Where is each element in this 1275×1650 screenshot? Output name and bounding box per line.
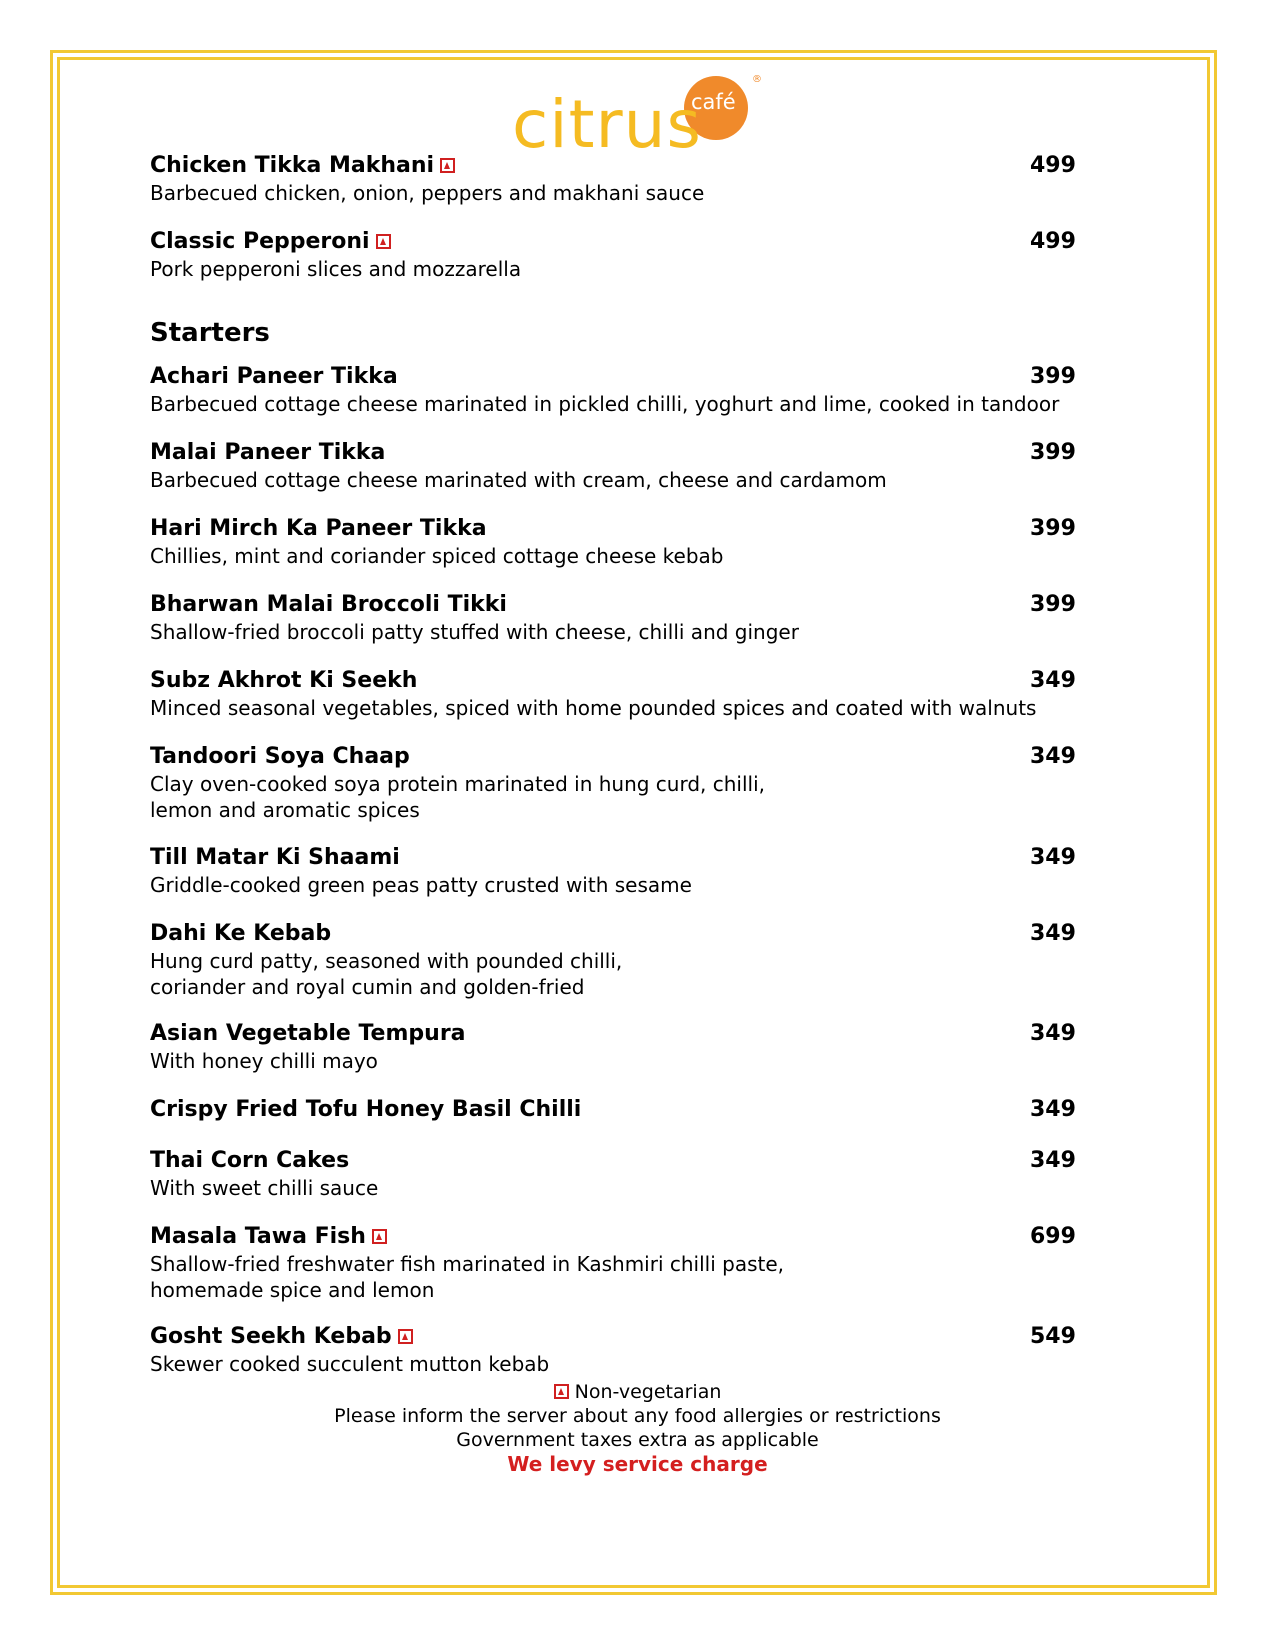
non-veg-icon — [372, 1229, 387, 1244]
item-description: With honey chilli mayo — [150, 1049, 378, 1073]
item-price: 499 — [1030, 153, 1076, 178]
item-price: 349 — [1030, 921, 1076, 946]
item-description: Pork pepperoni slices and mozzarella — [150, 257, 522, 281]
service-charge-notice: We levy service charge — [507, 1452, 768, 1476]
menu-item — [150, 153, 1070, 207]
item-price: 349 — [1030, 845, 1076, 870]
item-name: Achari Paneer Tikka — [150, 364, 398, 389]
item-name: Till Matar Ki Shaami — [150, 845, 400, 870]
menu-item — [150, 1324, 1070, 1378]
item-name: Subz Akhrot Ki Seekh — [150, 668, 418, 693]
item-price: 349 — [1030, 1021, 1076, 1046]
allergy-notice: Please inform the server about any food allergies or restrictions — [334, 1405, 941, 1427]
item-price: 499 — [1030, 229, 1076, 254]
non-veg-icon — [398, 1329, 413, 1344]
item-name: Thai Corn Cakes — [150, 1148, 350, 1173]
menu-item — [150, 1224, 1070, 1304]
item-description-line-2: homemade spice and lemon — [150, 1278, 435, 1302]
item-description-line-2: coriander and royal cumin and golden-fried — [150, 975, 585, 999]
non-veg-icon — [376, 234, 391, 249]
item-price: 549 — [1030, 1324, 1076, 1349]
logo-cafe-label: café — [691, 90, 736, 114]
item-name: Asian Vegetable Tempura — [150, 1021, 466, 1046]
menu-item — [150, 516, 1070, 570]
item-description: Clay oven-cooked soya protein marinated in hung curd, chilli, — [150, 772, 766, 796]
item-description: Barbecued cottage cheese marinated with cream, cheese and cardamom — [150, 468, 887, 492]
item-name: Crispy Fried Tofu Honey Basil Chilli — [150, 1097, 582, 1122]
item-description: Shallow-fried freshwater fish marinated in Kashmiri chilli paste, — [150, 1252, 785, 1276]
item-description: Hung curd patty, seasoned with pounded chilli, — [150, 949, 623, 973]
item-name: Chicken Tikka Makhani — [150, 153, 1070, 179]
item-name: Malai Paneer Tikka — [150, 440, 386, 465]
menu-item — [150, 364, 1070, 418]
item-price: 399 — [1030, 592, 1076, 617]
item-description: Skewer cooked succulent mutton kebab — [150, 1352, 550, 1376]
item-description: Barbecued cottage cheese marinated in pickled chilli, yoghurt and lime, cooked in tandoor — [150, 392, 1060, 416]
item-description: Chillies, mint and coriander spiced cottage cheese kebab — [150, 544, 724, 568]
menu-item — [150, 1021, 1070, 1075]
item-name: Dahi Ke Kebab — [150, 921, 332, 946]
item-description: Griddle-cooked green peas patty crusted with sesame — [150, 873, 692, 897]
menu-item — [150, 229, 1070, 283]
item-name: Masala Tawa Fish — [150, 1224, 1070, 1250]
non-veg-icon — [554, 1384, 569, 1399]
item-description: With sweet chilli sauce — [150, 1176, 379, 1200]
item-price: 399 — [1030, 516, 1076, 541]
item-name: Classic Pepperoni — [150, 229, 1070, 255]
logo-registered-mark: ® — [752, 74, 762, 85]
item-price: 349 — [1030, 744, 1076, 769]
item-description: Minced seasonal vegetables, spiced with home pounded spices and coated with walnuts — [150, 696, 1037, 720]
item-price: 399 — [1030, 440, 1076, 465]
menu-item — [150, 744, 1070, 824]
tax-notice: Government taxes extra as applicable — [456, 1429, 819, 1451]
menu-item — [150, 592, 1070, 646]
section-heading-starters: Starters — [150, 318, 270, 348]
item-name: Gosht Seekh Kebab — [150, 1324, 1070, 1350]
menu-item — [150, 921, 1070, 1001]
item-name: Bharwan Malai Broccoli Tikki — [150, 592, 507, 617]
menu-item — [150, 1148, 1070, 1202]
item-description: Barbecued chicken, onion, peppers and makhani sauce — [150, 181, 705, 205]
item-price: 349 — [1030, 1097, 1076, 1122]
menu-item — [150, 845, 1070, 899]
non-veg-icon — [440, 158, 455, 173]
menu-item — [150, 440, 1070, 494]
item-description-line-2: lemon and aromatic spices — [150, 798, 420, 822]
logo-wordmark: citrus — [512, 86, 702, 163]
menu-item — [150, 668, 1070, 722]
item-name: Hari Mirch Ka Paneer Tikka — [150, 516, 487, 541]
non-veg-legend: Non-vegetarian — [0, 1380, 1275, 1404]
item-price: 699 — [1030, 1224, 1076, 1249]
item-description: Shallow-fried broccoli patty stuffed with cheese, chilli and ginger — [150, 620, 799, 644]
menu-item — [150, 1097, 1070, 1123]
item-price: 349 — [1030, 668, 1076, 693]
item-price: 399 — [1030, 364, 1076, 389]
item-price: 349 — [1030, 1148, 1076, 1173]
item-name: Tandoori Soya Chaap — [150, 744, 410, 769]
